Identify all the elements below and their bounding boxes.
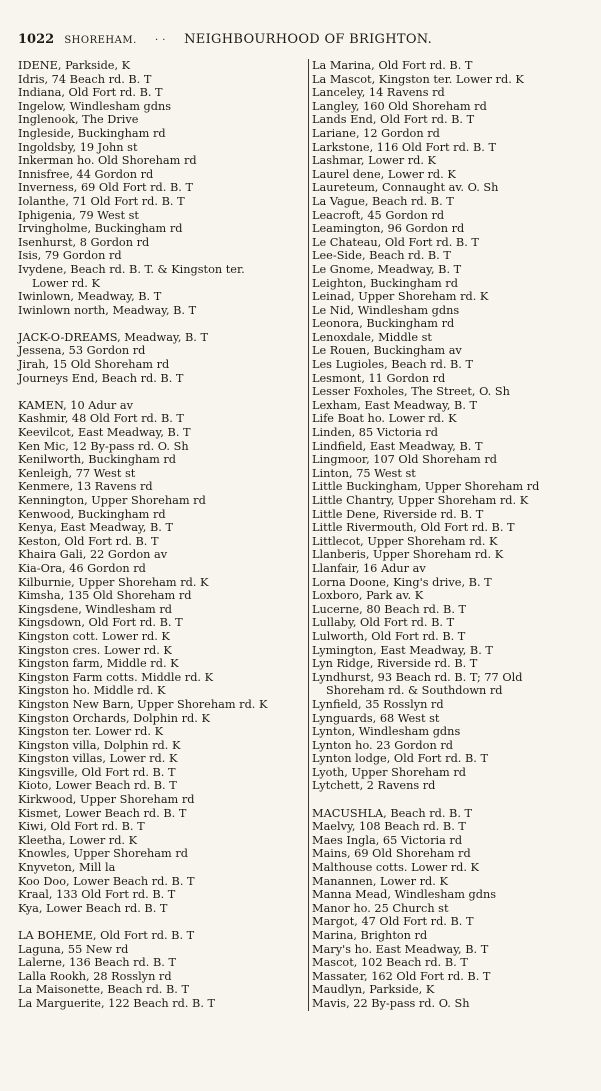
directory-entry: Mains, 69 Old Shoreham rd bbox=[312, 847, 471, 861]
directory-entry: Journeys End, Beach rd. B. T bbox=[18, 371, 184, 385]
header-separator: · · bbox=[154, 35, 166, 46]
section-gap bbox=[18, 915, 304, 929]
directory-entry: Idris, 74 Beach rd. B. T bbox=[18, 72, 152, 86]
directory-entry: Laguna, 55 New rd bbox=[18, 942, 129, 956]
section-gap bbox=[18, 385, 304, 399]
directory-entry: Leonora, Buckingham rd bbox=[312, 317, 455, 331]
directory-entry: Indiana, Old Fort rd. B. T bbox=[18, 86, 163, 100]
directory-entry: Innisfree, 44 Gordon rd bbox=[18, 167, 154, 181]
directory-entry: Kleetha, Lower rd. K bbox=[18, 833, 138, 847]
directory-entry: Lulworth, Old Fort rd. B. T bbox=[312, 629, 466, 643]
directory-entry: Kingsdene, Windlesham rd bbox=[18, 602, 172, 616]
directory-entry: Leighton, Buckingham rd bbox=[312, 276, 458, 290]
directory-entry: Kenya, East Meadway, B. T bbox=[18, 521, 174, 535]
directory-entry: Kenmere, 13 Ravens rd bbox=[18, 480, 153, 494]
directory-entry: Keevilcot, East Meadway, B. T bbox=[18, 426, 191, 440]
directory-entry: Manannen, Lower rd. K bbox=[312, 874, 448, 888]
directory-entry: Kilburnie, Upper Shoreham rd. K bbox=[18, 575, 209, 589]
directory-entry: Isis, 79 Gordon rd bbox=[18, 249, 122, 263]
directory-entry: Lesser Foxholes, The Street, O. Sh bbox=[312, 385, 510, 399]
directory-entry: Lindfield, East Meadway, B. T bbox=[312, 439, 483, 453]
directory-entry: Lashmar, Lower rd. K bbox=[312, 154, 437, 168]
directory-entry: Little Chantry, Upper Shoreham rd. K bbox=[312, 494, 529, 507]
directory-entry: La Mascot, Kingston ter. Lower rd. K bbox=[312, 72, 524, 86]
directory-entry: Kingston Orchards, Dolphin rd. K bbox=[18, 711, 210, 725]
directory-entry: JACK-O-DREAMS, Meadway, B. T bbox=[18, 330, 209, 344]
directory-entry: Kingston villas, Lower rd. K bbox=[18, 752, 178, 766]
directory-entry: Lyoth, Upper Shoreham rd bbox=[312, 765, 466, 779]
directory-entry: Kingston cres. Lower rd. K bbox=[18, 643, 172, 657]
directory-entry: Massater, 162 Old Fort rd. B. T bbox=[312, 969, 491, 983]
directory-entry: Kiwi, Old Fort rd. B. T bbox=[18, 820, 145, 834]
directory-entry: Lyn Ridge, Riverside rd. B. T bbox=[312, 657, 478, 671]
directory-entry: Linden, 85 Victoria rd bbox=[312, 426, 438, 440]
directory-entry: Le Chateau, Old Fort rd. B. T bbox=[312, 235, 479, 249]
directory-entry: MACUSHLA, Beach rd. B. T bbox=[312, 806, 473, 820]
directory-entry: Little Rivermouth, Old Fort rd. B. T bbox=[312, 521, 515, 535]
directory-entry: Khaira Gali, 22 Gordon av bbox=[18, 548, 168, 562]
directory-entry: Manor ho. 25 Church st bbox=[312, 901, 449, 915]
directory-entry: Kingston New Barn, Upper Shoreham rd. K bbox=[18, 697, 268, 711]
directory-entry: Les Lugioles, Beach rd. B. T bbox=[312, 358, 474, 372]
directory-entry: Lalerne, 136 Beach rd. B. T bbox=[18, 956, 176, 970]
directory-entry: IDENE, Parkside, K bbox=[18, 59, 131, 72]
directory-entry: Littlecot, Upper Shoreham rd. K bbox=[312, 534, 498, 548]
directory-entry: Kingston ter. Lower rd. K bbox=[18, 725, 164, 739]
directory-entry: Lexham, East Meadway, B. T bbox=[312, 398, 478, 412]
directory-entry: Kraal, 133 Old Fort rd. B. T bbox=[18, 888, 176, 902]
directory-entry: Llanberis, Upper Shoreham rd. K bbox=[312, 548, 504, 562]
directory-entry: Knyveton, Mill la bbox=[18, 861, 116, 875]
directory-entry: Lesmont, 11 Gordon rd bbox=[312, 371, 446, 385]
directory-entry: Maelvy, 108 Beach rd. B. T bbox=[312, 820, 466, 834]
directory-entry: Little Buckingham, Upper Shoreham rd bbox=[312, 480, 540, 494]
left-column bbox=[18, 59, 304, 1011]
directory-entry: Kya, Lower Beach rd. B. T bbox=[18, 901, 168, 915]
directory-entry: Ingelow, Windlesham gdns bbox=[18, 99, 172, 113]
directory-entry: La Vague, Beach rd. B. T bbox=[312, 194, 454, 208]
right-column bbox=[308, 59, 598, 1011]
directory-entry: Loxboro, Park av. K bbox=[312, 589, 424, 603]
directory-entry: Linton, 75 West st bbox=[312, 466, 416, 480]
directory-entry: Lynton ho. 23 Gordon rd bbox=[312, 738, 453, 752]
directory-entry: Kismet, Lower Beach rd. B. T bbox=[18, 806, 187, 820]
directory-entry: Iolanthe, 71 Old Fort rd. B. T bbox=[18, 194, 185, 208]
header-title: NEIGHBOURHOOD OF BRIGHTON. bbox=[184, 32, 433, 47]
directory-entry: Inverness, 69 Old Fort rd. B. T bbox=[18, 181, 193, 195]
directory-entry: Ivydene, Beach rd. B. T. & Kingston ter. bbox=[18, 262, 245, 276]
directory-entry: Leamington, 96 Gordon rd bbox=[312, 222, 465, 236]
directory-entry: Llanfair, 16 Adur av bbox=[312, 561, 426, 575]
directory-entry: Kashmir, 48 Old Fort rd. B. T bbox=[18, 412, 184, 426]
directory-entry: Lynton, Windlesham gdns bbox=[312, 725, 461, 739]
page-header bbox=[18, 32, 588, 50]
directory-entry: Marina, Brighton rd bbox=[312, 929, 428, 942]
directory-entry: Lullaby, Old Fort rd. B. T bbox=[312, 616, 455, 630]
directory-entry: Jirah, 15 Old Shoreham rd bbox=[18, 358, 170, 372]
directory-entry: Jessena, 53 Gordon rd bbox=[18, 344, 146, 358]
directory-entry: Kingsdown, Old Fort rd. B. T bbox=[18, 616, 183, 630]
directory-entry: Keston, Old Fort rd. B. T bbox=[18, 534, 159, 548]
directory-entry: Laurel dene, Lower rd. K bbox=[312, 167, 456, 181]
directory-entry: Le Nid, Windlesham gdns bbox=[312, 303, 460, 317]
directory-entry: Laureteum, Connaught av. O. Sh bbox=[312, 181, 499, 195]
directory-entry: Mavis, 22 By-pass rd. O. Sh bbox=[312, 996, 470, 1010]
directory-entry: Kingston cott. Lower rd. K bbox=[18, 629, 170, 643]
directory-entry: Maes Ingla, 65 Victoria rd bbox=[312, 833, 463, 847]
section-gap bbox=[18, 317, 304, 331]
directory-entry: Lucerne, 80 Beach rd. B. T bbox=[312, 602, 467, 616]
directory-entry: Lalla Rookh, 28 Rosslyn rd bbox=[18, 969, 172, 983]
directory-entry: Irvingholme, Buckingham rd bbox=[18, 222, 183, 236]
directory-entry: Koo Doo, Lower Beach rd. B. T bbox=[18, 874, 195, 888]
directory-entry: Langley, 160 Old Shoreham rd bbox=[312, 99, 487, 113]
directory-entry: Kingston villa, Dolphin rd. K bbox=[18, 738, 181, 752]
directory-entry: Lynguards, 68 West st bbox=[312, 711, 440, 725]
directory-entry: KAMEN, 10 Adur av bbox=[18, 398, 134, 412]
directory-entry: La Maisonette, Beach rd. B. T bbox=[18, 983, 189, 997]
directory-entry: Kenwood, Buckingham rd bbox=[18, 507, 166, 521]
directory-entry: Lyndhurst, 93 Beach rd. B. T; 77 Old bbox=[312, 670, 523, 684]
directory-entry: Margot, 47 Old Fort rd. B. T bbox=[312, 915, 474, 929]
entry-continuation: Shoreham rd. & Southdown rd bbox=[326, 684, 503, 698]
directory-entry: Lytchett, 2 Ravens rd bbox=[312, 779, 436, 793]
directory-entry: Leacroft, 45 Gordon rd bbox=[312, 208, 445, 222]
directory-entry: Lynton lodge, Old Fort rd. B. T bbox=[312, 752, 488, 766]
directory-entry: Kia-Ora, 46 Gordon rd bbox=[18, 561, 146, 575]
directory-entry: Mary's ho. East Meadway, B. T bbox=[312, 942, 489, 956]
directory-entry: Lee-Side, Beach rd. B. T bbox=[312, 249, 451, 263]
directory-entry: Lariane, 12 Gordon rd bbox=[312, 126, 440, 140]
directory-entry: Lands End, Old Fort rd. B. T bbox=[312, 113, 475, 127]
directory-entry: Kingston ho. Middle rd. K bbox=[18, 684, 166, 698]
page-number: 1022 bbox=[18, 32, 55, 47]
directory-entry: Iphigenia, 79 West st bbox=[18, 208, 139, 222]
directory-entry: Le Gnome, Meadway, B. T bbox=[312, 262, 462, 276]
directory-entry: Lenoxdale, Middle st bbox=[312, 330, 432, 344]
directory-entry: Kenilworth, Buckingham rd bbox=[18, 453, 177, 467]
directory-entry: La Marguerite, 122 Beach rd. B. T bbox=[18, 996, 216, 1010]
directory-entry: Lorna Doone, King's drive, B. T bbox=[312, 575, 492, 589]
directory-entry: Lymington, East Meadway, B. T bbox=[312, 643, 493, 657]
directory-entry: Kenleigh, 77 West st bbox=[18, 466, 136, 480]
directory-entry: Kennington, Upper Shoreham rd bbox=[18, 494, 206, 507]
directory-entry: Inkerman ho. Old Shoreham rd bbox=[18, 154, 197, 168]
entry-continuation: Lower rd. K bbox=[32, 276, 100, 290]
directory-entry: LA BOHEME, Old Fort rd. B. T bbox=[18, 929, 195, 942]
directory-entry: Maudlyn, Parkside, K bbox=[312, 983, 435, 997]
directory-entry: Malthouse cotts. Lower rd. K bbox=[312, 861, 479, 875]
directory-entry: Ken Mic, 12 By-pass rd. O. Sh bbox=[18, 439, 189, 453]
directory-entry: Kingston Farm cotts. Middle rd. K bbox=[18, 670, 214, 684]
directory-entry: Manna Mead, Windlesham gdns bbox=[312, 888, 497, 902]
directory-entry: Mascot, 102 Beach rd. B. T bbox=[312, 956, 468, 970]
directory-entry: Le Rouen, Buckingham av bbox=[312, 344, 462, 358]
directory-entry: Little Dene, Riverside rd. B. T bbox=[312, 507, 484, 521]
directory-entry: Kioto, Lower Beach rd. B. T bbox=[18, 779, 177, 793]
directory-entry: Lingmoor, 107 Old Shoreham rd bbox=[312, 453, 497, 467]
directory-entry: Iwinlown, Meadway, B. T bbox=[18, 290, 162, 304]
directory-entry: Kingston farm, Middle rd. K bbox=[18, 657, 179, 671]
directory-entry: La Marina, Old Fort rd. B. T bbox=[312, 59, 473, 72]
directory-entry: Kingsville, Old Fort rd. B. T bbox=[18, 765, 176, 779]
directory-entry: Knowles, Upper Shoreham rd bbox=[18, 847, 188, 861]
directory-entry: Iwinlown north, Meadway, B. T bbox=[18, 303, 197, 317]
directory-entry: Kimsha, 135 Old Shoreham rd bbox=[18, 589, 192, 603]
directory-entry: Ingoldsby, 19 John st bbox=[18, 140, 138, 154]
directory-entry: Lanceley, 14 Ravens rd bbox=[312, 86, 445, 100]
section-gap bbox=[312, 793, 598, 807]
directory-entry: Leinad, Upper Shoreham rd. K bbox=[312, 290, 489, 304]
header-place: SHOREHAM. bbox=[64, 35, 137, 46]
directory-entry: Inglenook, The Drive bbox=[18, 113, 139, 127]
directory-entry: Lynfield, 35 Rosslyn rd bbox=[312, 697, 444, 711]
directory-entry: Isenhurst, 8 Gordon rd bbox=[18, 235, 150, 249]
directory-entry: Life Boat ho. Lower rd. K bbox=[312, 412, 457, 426]
directory-entry: Kirkwood, Upper Shoreham rd bbox=[18, 793, 195, 807]
directory-entry: Larkstone, 116 Old Fort rd. B. T bbox=[312, 140, 496, 154]
directory-entry: Ingleside, Buckingham rd bbox=[18, 126, 166, 140]
